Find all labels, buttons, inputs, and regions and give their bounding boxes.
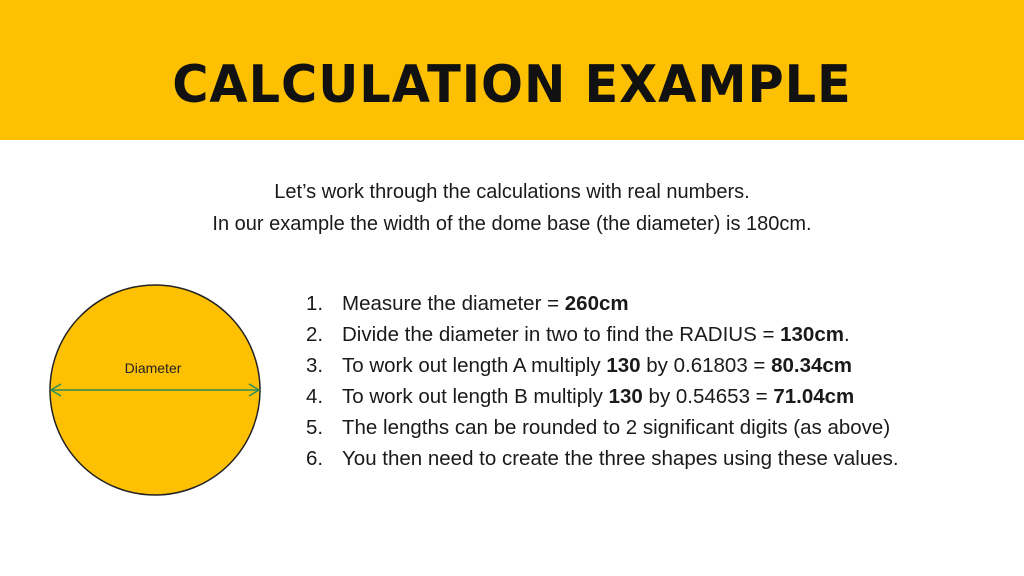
- step-result: 71.04cm: [773, 385, 855, 408]
- step-text-mid: by 0.54653 =: [642, 385, 774, 408]
- diameter-label: Diameter: [124, 360, 182, 376]
- intro-line-1: Let’s work through the calculations with real numbers.: [274, 181, 750, 203]
- step-text-mid: by 0.61803 =: [640, 354, 772, 377]
- step-item: [306, 381, 899, 412]
- step-number: 6.: [306, 447, 324, 470]
- step-text: To work out length A multiply: [342, 354, 607, 377]
- step-item: [306, 350, 899, 381]
- step-text: The lengths can be rounded to 2 significant digits (as above): [342, 416, 891, 439]
- intro-text: [0, 176, 1024, 240]
- step-number: 5.: [306, 416, 324, 439]
- step-value: 130: [608, 385, 643, 408]
- step-result: 80.34cm: [771, 354, 853, 377]
- steps-list: [306, 288, 899, 474]
- step-number: 3.: [306, 354, 324, 377]
- intro-line-2: In our example the width of the dome base (the diameter) is 180cm.: [212, 213, 812, 235]
- step-number: 4.: [306, 385, 324, 408]
- step-number: 1.: [306, 292, 324, 315]
- step-text: Measure the diameter =: [342, 292, 565, 315]
- step-text: To work out length B multiply: [342, 385, 609, 408]
- step-item: [306, 288, 899, 319]
- step-item: [306, 319, 899, 350]
- step-text-end: .: [843, 323, 850, 346]
- step-item: [306, 443, 899, 474]
- step-item: [306, 412, 899, 443]
- circle-diagram: [40, 282, 280, 504]
- slide-title: CALCULATION EXAMPLE: [172, 55, 852, 115]
- step-text: Divide the diameter in two to find the RADIUS =: [342, 323, 781, 346]
- step-value: 130: [606, 354, 641, 377]
- step-text: You then need to create the three shapes using these values.: [342, 447, 899, 470]
- step-number: 2.: [306, 323, 324, 346]
- step-value: 130cm: [780, 323, 844, 346]
- step-value: 260cm: [564, 292, 629, 315]
